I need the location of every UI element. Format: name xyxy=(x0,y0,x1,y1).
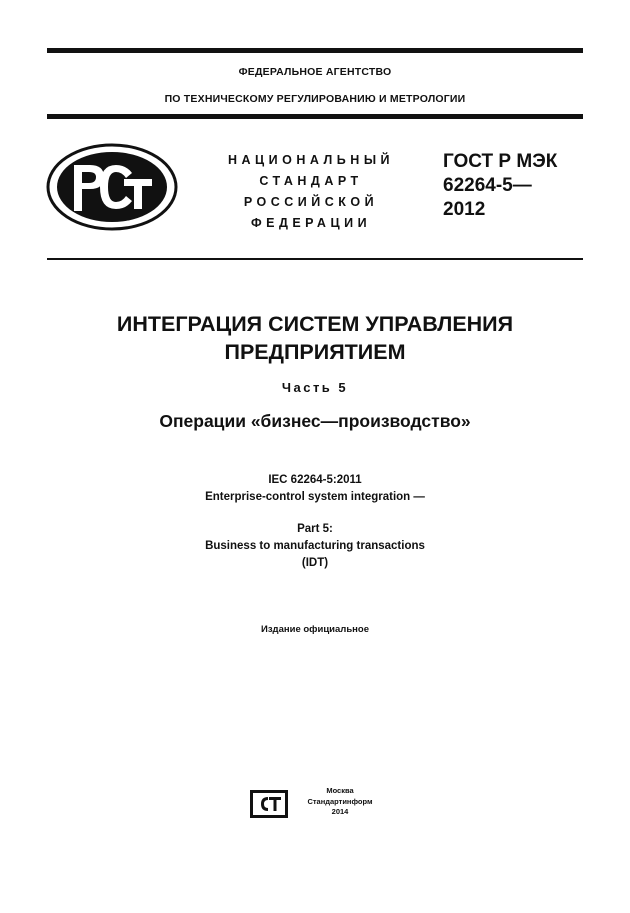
document-subtitle: Операции «бизнес—производство» xyxy=(159,411,471,431)
section-rule xyxy=(47,258,583,260)
rst-logo-icon xyxy=(46,143,178,231)
national-standard-line-4: ФЕДЕРАЦИИ xyxy=(250,216,372,230)
international-part xyxy=(47,521,583,572)
header-rule xyxy=(47,114,583,119)
national-standard-label xyxy=(222,150,400,234)
iec-part-title: Business to manufacturing transactions xyxy=(205,540,425,552)
national-standard-line-2: СТАНДАРТ xyxy=(259,174,363,188)
iec-ref: IEC 62264-5:2011 xyxy=(268,474,362,486)
iec-title: Enterprise-control system integration — xyxy=(205,491,425,503)
part-label: Часть 5 xyxy=(281,380,349,395)
agency-line-2: ПО ТЕХНИЧЕСКОМУ РЕГУЛИРОВАНИЮ И МЕТРОЛОГИИ xyxy=(164,93,466,105)
national-standard-line-1: НАЦИОНАЛЬНЫЙ xyxy=(227,153,395,167)
top-rule xyxy=(47,48,583,53)
designation-line-2: 62264-5— xyxy=(443,175,532,196)
title-line-2: ПРЕДПРИЯТИЕМ xyxy=(224,340,406,364)
title-line-1: ИНТЕГРАЦИЯ СИСТЕМ УПРАВЛЕНИЯ xyxy=(116,312,514,336)
international-reference xyxy=(47,472,583,506)
publisher-name: Стандартинформ xyxy=(307,796,373,806)
national-standard-line-3: РОССИЙСКОЙ xyxy=(243,195,379,209)
standartinform-logo-icon xyxy=(249,789,289,819)
iec-part: Part 5: xyxy=(297,523,333,535)
designation-line-3: 2012 xyxy=(443,199,486,220)
designation-line-1: ГОСТ Р МЭК xyxy=(443,151,558,172)
publisher-city: Москва xyxy=(326,786,354,795)
publisher-year: 2014 xyxy=(331,807,349,816)
document-title xyxy=(47,310,583,366)
agency-line-1: ФЕДЕРАЛЬНОЕ АГЕНТСТВО xyxy=(238,66,392,78)
edition-label: Издание официальное xyxy=(261,624,369,635)
standard-designation xyxy=(443,150,557,222)
iec-equivalence: (IDT) xyxy=(301,557,329,569)
publisher-block xyxy=(300,786,380,818)
